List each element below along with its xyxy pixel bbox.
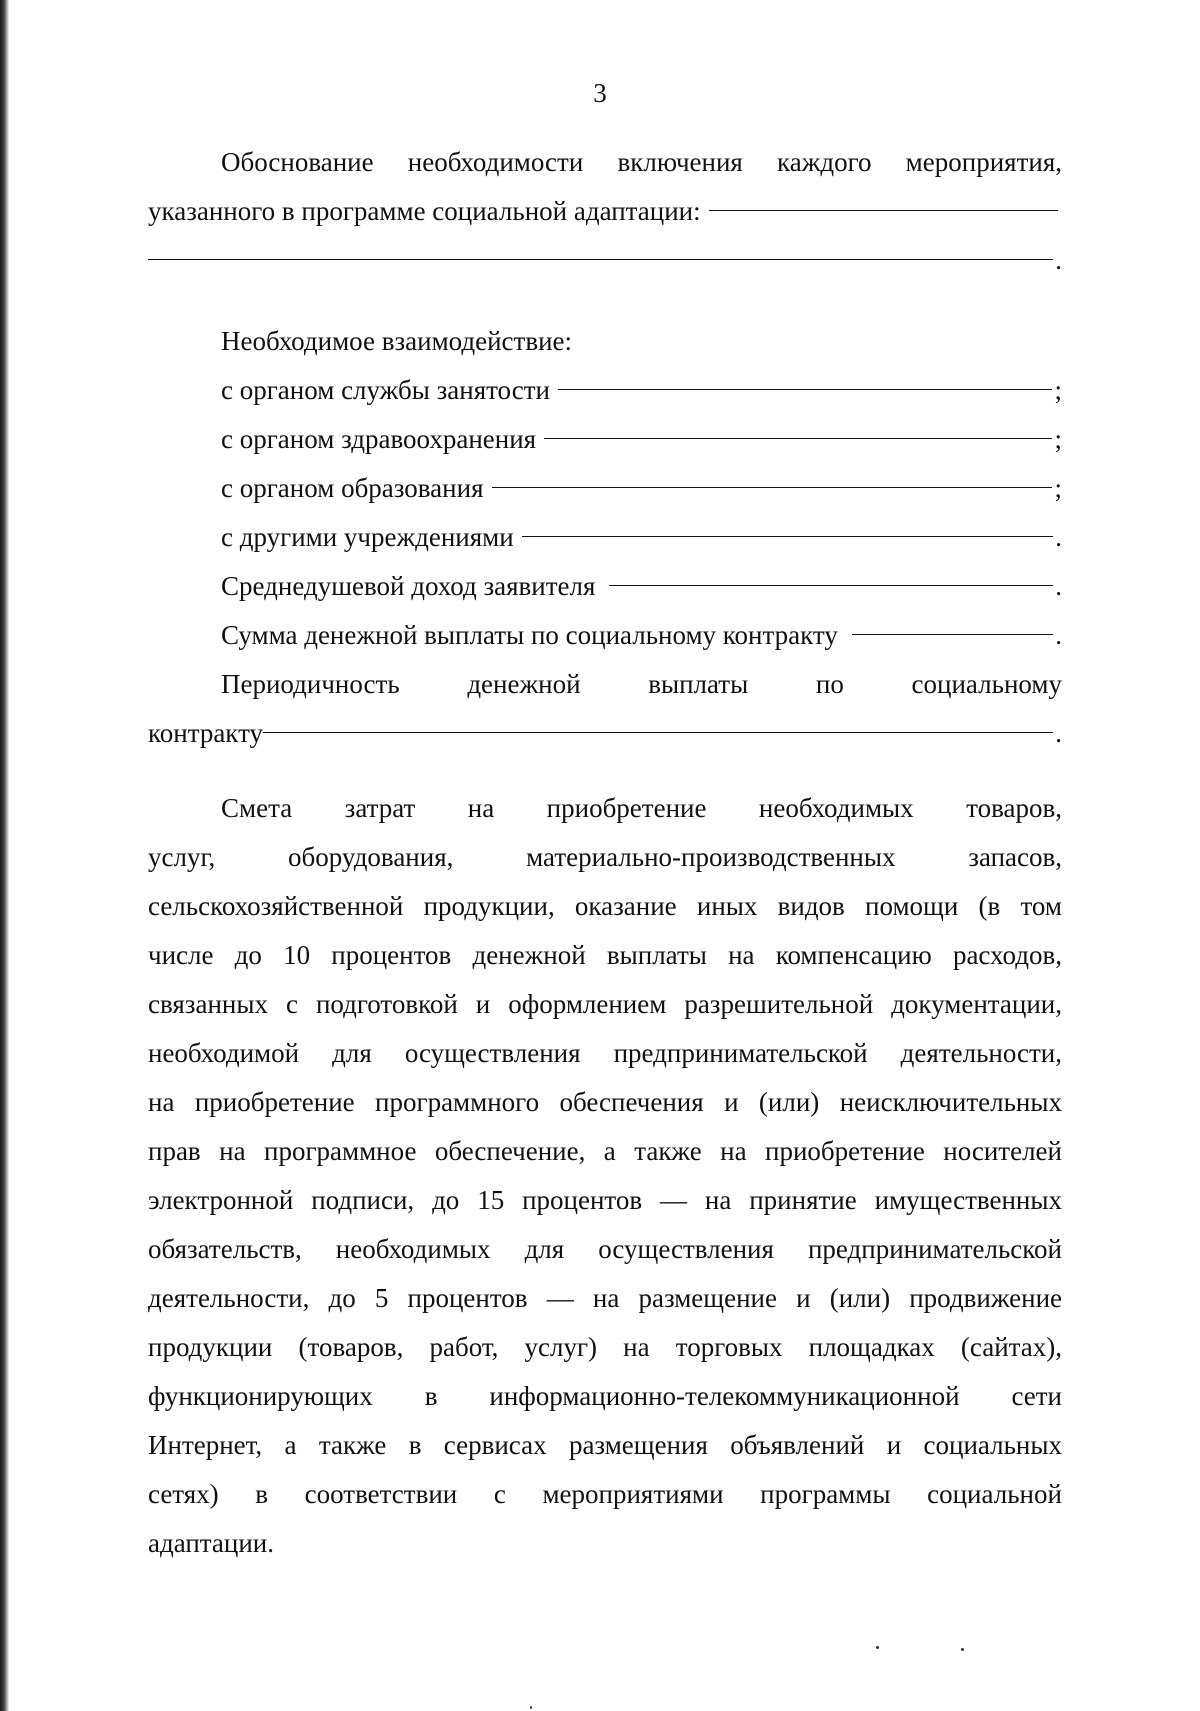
spacer: [148, 285, 1062, 317]
justification-label: указанного в программе социальной адаптации:: [148, 196, 701, 226]
interaction-heading-text: Необходимое взаимодействие:: [221, 326, 573, 356]
justification-end-mark: .: [1055, 245, 1062, 275]
employment-end: ;: [1054, 375, 1062, 405]
interaction-health-row: [148, 415, 1062, 464]
estimate-word: на: [467, 793, 495, 823]
other-label: с другими учреждениями: [221, 522, 514, 552]
estimate-last-text: адаптации.: [148, 1528, 275, 1558]
income-field[interactable]: [609, 585, 1053, 586]
estimate-line-text: прав на программное обеспечение, а также на приобретение носителей: [148, 1136, 1062, 1166]
estimate-line: [148, 980, 1062, 1029]
estimate-word: сети: [1011, 1381, 1062, 1411]
estimate-line-text: сельскохозяйственной продукции, оказание иных видов помощи (в том: [148, 891, 1062, 921]
estimate-word: Смета: [221, 793, 293, 823]
health-label: с органом здравоохранения: [221, 424, 537, 454]
periodicity-continuation-row: [148, 709, 1062, 758]
education-end: ;: [1054, 473, 1062, 503]
justification-line-2: [148, 187, 1062, 236]
estimate-line: [148, 931, 1062, 980]
estimate-line-text: числе до 10 процентов денежной выплаты на компенсацию расходов,: [148, 940, 1062, 970]
interaction-employment-row: [148, 366, 1062, 415]
estimate-word: оборудования,: [288, 842, 454, 872]
estimate-word: функционирующих: [148, 1381, 373, 1411]
estimate-line-text: обязательств, необходимых для осуществления предпринимательской: [148, 1234, 1062, 1264]
justification-line-3: [148, 236, 1062, 285]
page-number: 3: [593, 78, 607, 108]
other-field[interactable]: [522, 536, 1054, 537]
periodicity-end: .: [1055, 718, 1062, 748]
scan-speck: [876, 1646, 879, 1649]
scan-edge: [0, 0, 9, 1711]
estimate-word: материально-производственных: [526, 842, 896, 872]
periodicity-field[interactable]: [263, 732, 1053, 733]
periodicity-word-4: по: [815, 669, 844, 699]
estimate-line-text: продукции (товаров, работ, услуг) на торговых площадках (сайтах),: [148, 1332, 1062, 1362]
estimate-line: [148, 784, 1062, 833]
periodicity-word-1: Периодичность: [221, 669, 400, 699]
interaction-heading: [148, 317, 1062, 366]
other-end: .: [1055, 522, 1062, 552]
interaction-education-row: [148, 464, 1062, 513]
estimate-line: [148, 1176, 1062, 1225]
employment-field[interactable]: [558, 389, 1053, 390]
estimate-word: услуг,: [148, 842, 216, 872]
income-row: [148, 562, 1062, 611]
estimate-word: информационно-телекоммуникационной: [489, 1381, 960, 1411]
estimate-line: [148, 1323, 1062, 1372]
periodicity-row: [148, 660, 1062, 709]
estimate-line: [148, 833, 1062, 882]
justification-line-1: Обоснование необходимости включения каждого мероприятия,: [221, 147, 1062, 177]
payment-sum-row: [148, 611, 1062, 660]
estimate-line-text: на приобретение программного обеспечения и (или) неисключительных: [148, 1087, 1062, 1117]
estimate-word: запасов,: [968, 842, 1062, 872]
estimate-word: мероприятиями: [542, 1479, 724, 1509]
estimate-word: в: [424, 1381, 438, 1411]
estimate-line: [148, 882, 1062, 931]
scan-speck: [961, 1648, 964, 1651]
payment-sum-label: Сумма денежной выплаты по социальному контракту: [221, 620, 838, 650]
estimate-line-text: деятельности, до 5 процентов — на размещение и (или) продвижение: [148, 1283, 1062, 1313]
estimate-line: [148, 1274, 1062, 1323]
estimate-line: [148, 1372, 1062, 1421]
scan-speck: [530, 1706, 532, 1709]
estimate-line-text: необходимой для осуществления предпринимательской деятельности,: [148, 1038, 1062, 1068]
document-body: [148, 138, 1062, 1568]
interaction-other-row: [148, 513, 1062, 562]
estimate-line: [148, 1225, 1062, 1274]
estimate-line: [148, 1470, 1062, 1519]
health-field[interactable]: [544, 438, 1052, 439]
justification-blank-1[interactable]: [709, 210, 1058, 211]
estimate-word: необходимых: [758, 793, 914, 823]
estimate-word: социальной: [927, 1479, 1062, 1509]
periodicity-word-2: денежной: [467, 669, 581, 699]
estimate-word: программы: [760, 1479, 891, 1509]
estimate-word: товаров,: [966, 793, 1062, 823]
periodicity-continuation: контракту: [148, 718, 264, 748]
payment-sum-end: .: [1055, 620, 1062, 650]
estimate-line: [148, 1078, 1062, 1127]
estimate-line-text: связанных с подготовкой и оформлением разрешительной документации,: [148, 989, 1062, 1019]
payment-sum-field[interactable]: [852, 634, 1053, 635]
estimate-word: затрат: [344, 793, 416, 823]
income-end: .: [1055, 571, 1062, 601]
estimate-line: [148, 1029, 1062, 1078]
estimate-line-text: электронной подписи, до 15 процентов — на принятие имущественных: [148, 1185, 1062, 1215]
estimate-word: в: [255, 1479, 269, 1509]
spacer: [148, 758, 1062, 784]
estimate-line: [148, 1127, 1062, 1176]
employment-label: с органом службы занятости: [221, 375, 550, 405]
education-label: с органом образования: [221, 473, 484, 503]
periodicity-word-3: выплаты: [648, 669, 749, 699]
estimate-word: сетях): [148, 1479, 219, 1509]
estimate-word: приобретение: [546, 793, 707, 823]
estimate-last-line: [148, 1519, 1062, 1568]
estimate-word: с: [493, 1479, 506, 1509]
education-field[interactable]: [492, 487, 1053, 488]
justification-blank-2[interactable]: [148, 259, 1053, 260]
estimate-paragraph: [148, 784, 1062, 1519]
estimate-word: соответствии: [304, 1479, 458, 1509]
estimate-line: [148, 1421, 1062, 1470]
periodicity-word-5: социальному: [911, 669, 1062, 699]
estimate-line-text: Интернет, а также в сервисах размещения объявлений и социальных: [148, 1430, 1062, 1460]
income-label: Среднедушевой доход заявителя: [221, 571, 596, 601]
health-end: ;: [1054, 424, 1062, 454]
